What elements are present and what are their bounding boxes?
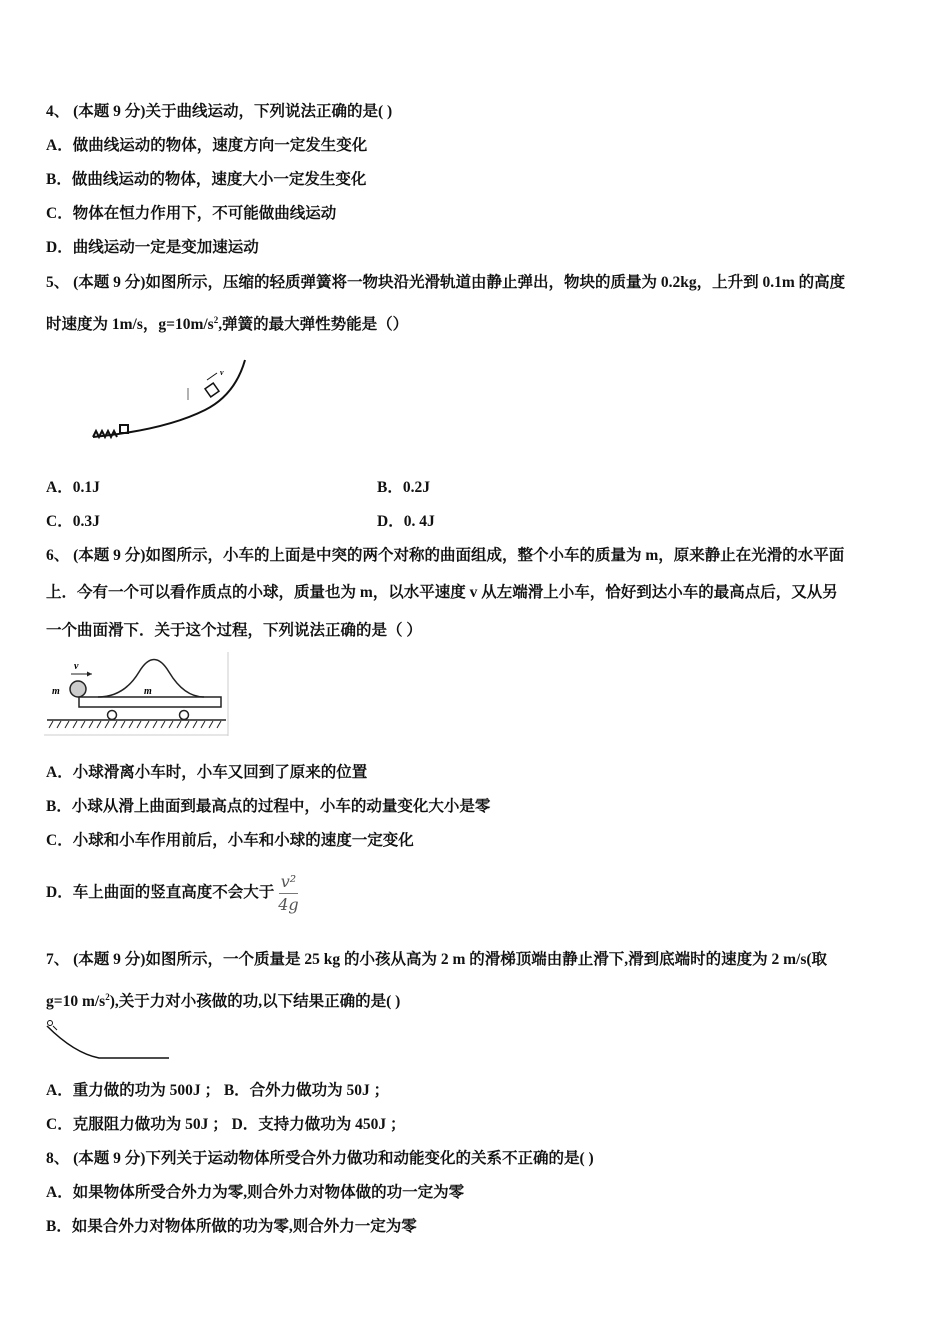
q6-option-d xyxy=(46,870,299,916)
velocity-label: v xyxy=(220,368,224,377)
q7-options-row1: A．重力做的功为 500J ； B．合外力做功为 50J ； xyxy=(46,1082,390,1099)
fraction-denominator: 4g xyxy=(278,894,299,914)
q4-option-b: B．做曲线运动的物体，速度大小一定发生变化 xyxy=(46,171,367,188)
q5-stem-line2 xyxy=(46,310,408,335)
q6-cart-figure xyxy=(44,652,230,736)
q7-stem-line1: 7、 (本题 9 分)如图所示，一个质量是 25 kg 的小孩从高为 2 m 的滑梯顶端由静止滑下,滑到底端时的速度为 2 m/s(取 xyxy=(46,951,828,968)
q7-slide-figure xyxy=(44,1018,174,1063)
fraction xyxy=(278,871,298,916)
q4-option-d: D．曲线运动一定是变加速运动 xyxy=(46,239,259,256)
velocity-label: v xyxy=(74,661,79,672)
q5-option-c: C．0.3J xyxy=(46,513,100,530)
q8-option-b: B．如果合外力对物体所做的功为零,则合外力一定为零 xyxy=(46,1218,417,1235)
q5-stem-text-end: ,弹簧的最大弹性势能是（） xyxy=(218,316,409,334)
q5-stem-text: 时速度为 1m/s，g=10m/s xyxy=(46,316,214,334)
q7-stem-line2 xyxy=(46,987,400,1012)
q7-stem-text: g=10 m/s xyxy=(46,993,106,1011)
q6-option-a: A．小球滑离小车时，小车又回到了原来的位置 xyxy=(46,764,368,781)
q6-option-d-text: D．车上曲面的竖直高度不会大于 xyxy=(46,884,275,901)
q6-option-c: C．小球和小车作用前后，小车和小球的速度一定变化 xyxy=(46,832,414,849)
q7-options-row2: C．克服阻力做功为 50J ； D．支持力做功为 450J ； xyxy=(46,1116,406,1133)
q6-stem-line1: 6、 (本题 9 分)如图所示，小车的上面是中突的两个对称的曲面组成，整个小车的质量为 m，原来静止在光滑的水平面 xyxy=(46,547,845,564)
q6-stem-line3: 一个曲面滑下．关于这个过程，下列说法正确的是（ ） xyxy=(46,622,422,639)
q4-stem: 4、 (本题 9 分)关于曲线运动，下列说法正确的是( ) xyxy=(46,103,393,120)
cart-mass-label: m xyxy=(144,686,152,697)
q4-option-c: C．物体在恒力作用下，不可能做曲线运动 xyxy=(46,205,337,222)
q7-exponent: 2 xyxy=(105,992,110,1002)
q5-option-a: A．0.1J xyxy=(46,479,100,496)
fraction-numerator: v² xyxy=(279,871,298,894)
q5-stem-line1: 5、 (本题 9 分)如图所示，压缩的轻质弹簧将一物块沿光滑轨道由静止弹出，物块的质量为 0.2kg，上升到 0.1m 的高度 xyxy=(46,274,846,291)
q6-option-b: B．小球从滑上曲面到最高点的过程中，小车的动量变化大小是零 xyxy=(46,798,491,815)
q5-exponent: 2 xyxy=(213,315,219,325)
q4-option-a: A．做曲线运动的物体，速度方向一定发生变化 xyxy=(46,137,368,154)
q7-stem-text-end: ),关于力对小孩做的功,以下结果正确的是( ) xyxy=(109,993,401,1011)
q5-option-d: D．0. 4J xyxy=(377,513,435,530)
ball-mass-label: m xyxy=(52,686,60,697)
q5-option-b: B．0.2J xyxy=(377,479,430,496)
q8-stem: 8、 (本题 9 分)下列关于运动物体所受合外力做功和动能变化的关系不正确的是( ) xyxy=(46,1150,594,1167)
q5-spring-track-figure xyxy=(85,355,255,450)
q6-stem-line2: 上．今有一个可以看作质点的小球，质量也为 m，以水平速度 v 从左端滑上小车，恰好到达小车的最高点后，又从另 xyxy=(46,584,838,601)
q8-option-a: A．如果物体所受合外力为零,则合外力对物体做的功一定为零 xyxy=(46,1184,465,1201)
